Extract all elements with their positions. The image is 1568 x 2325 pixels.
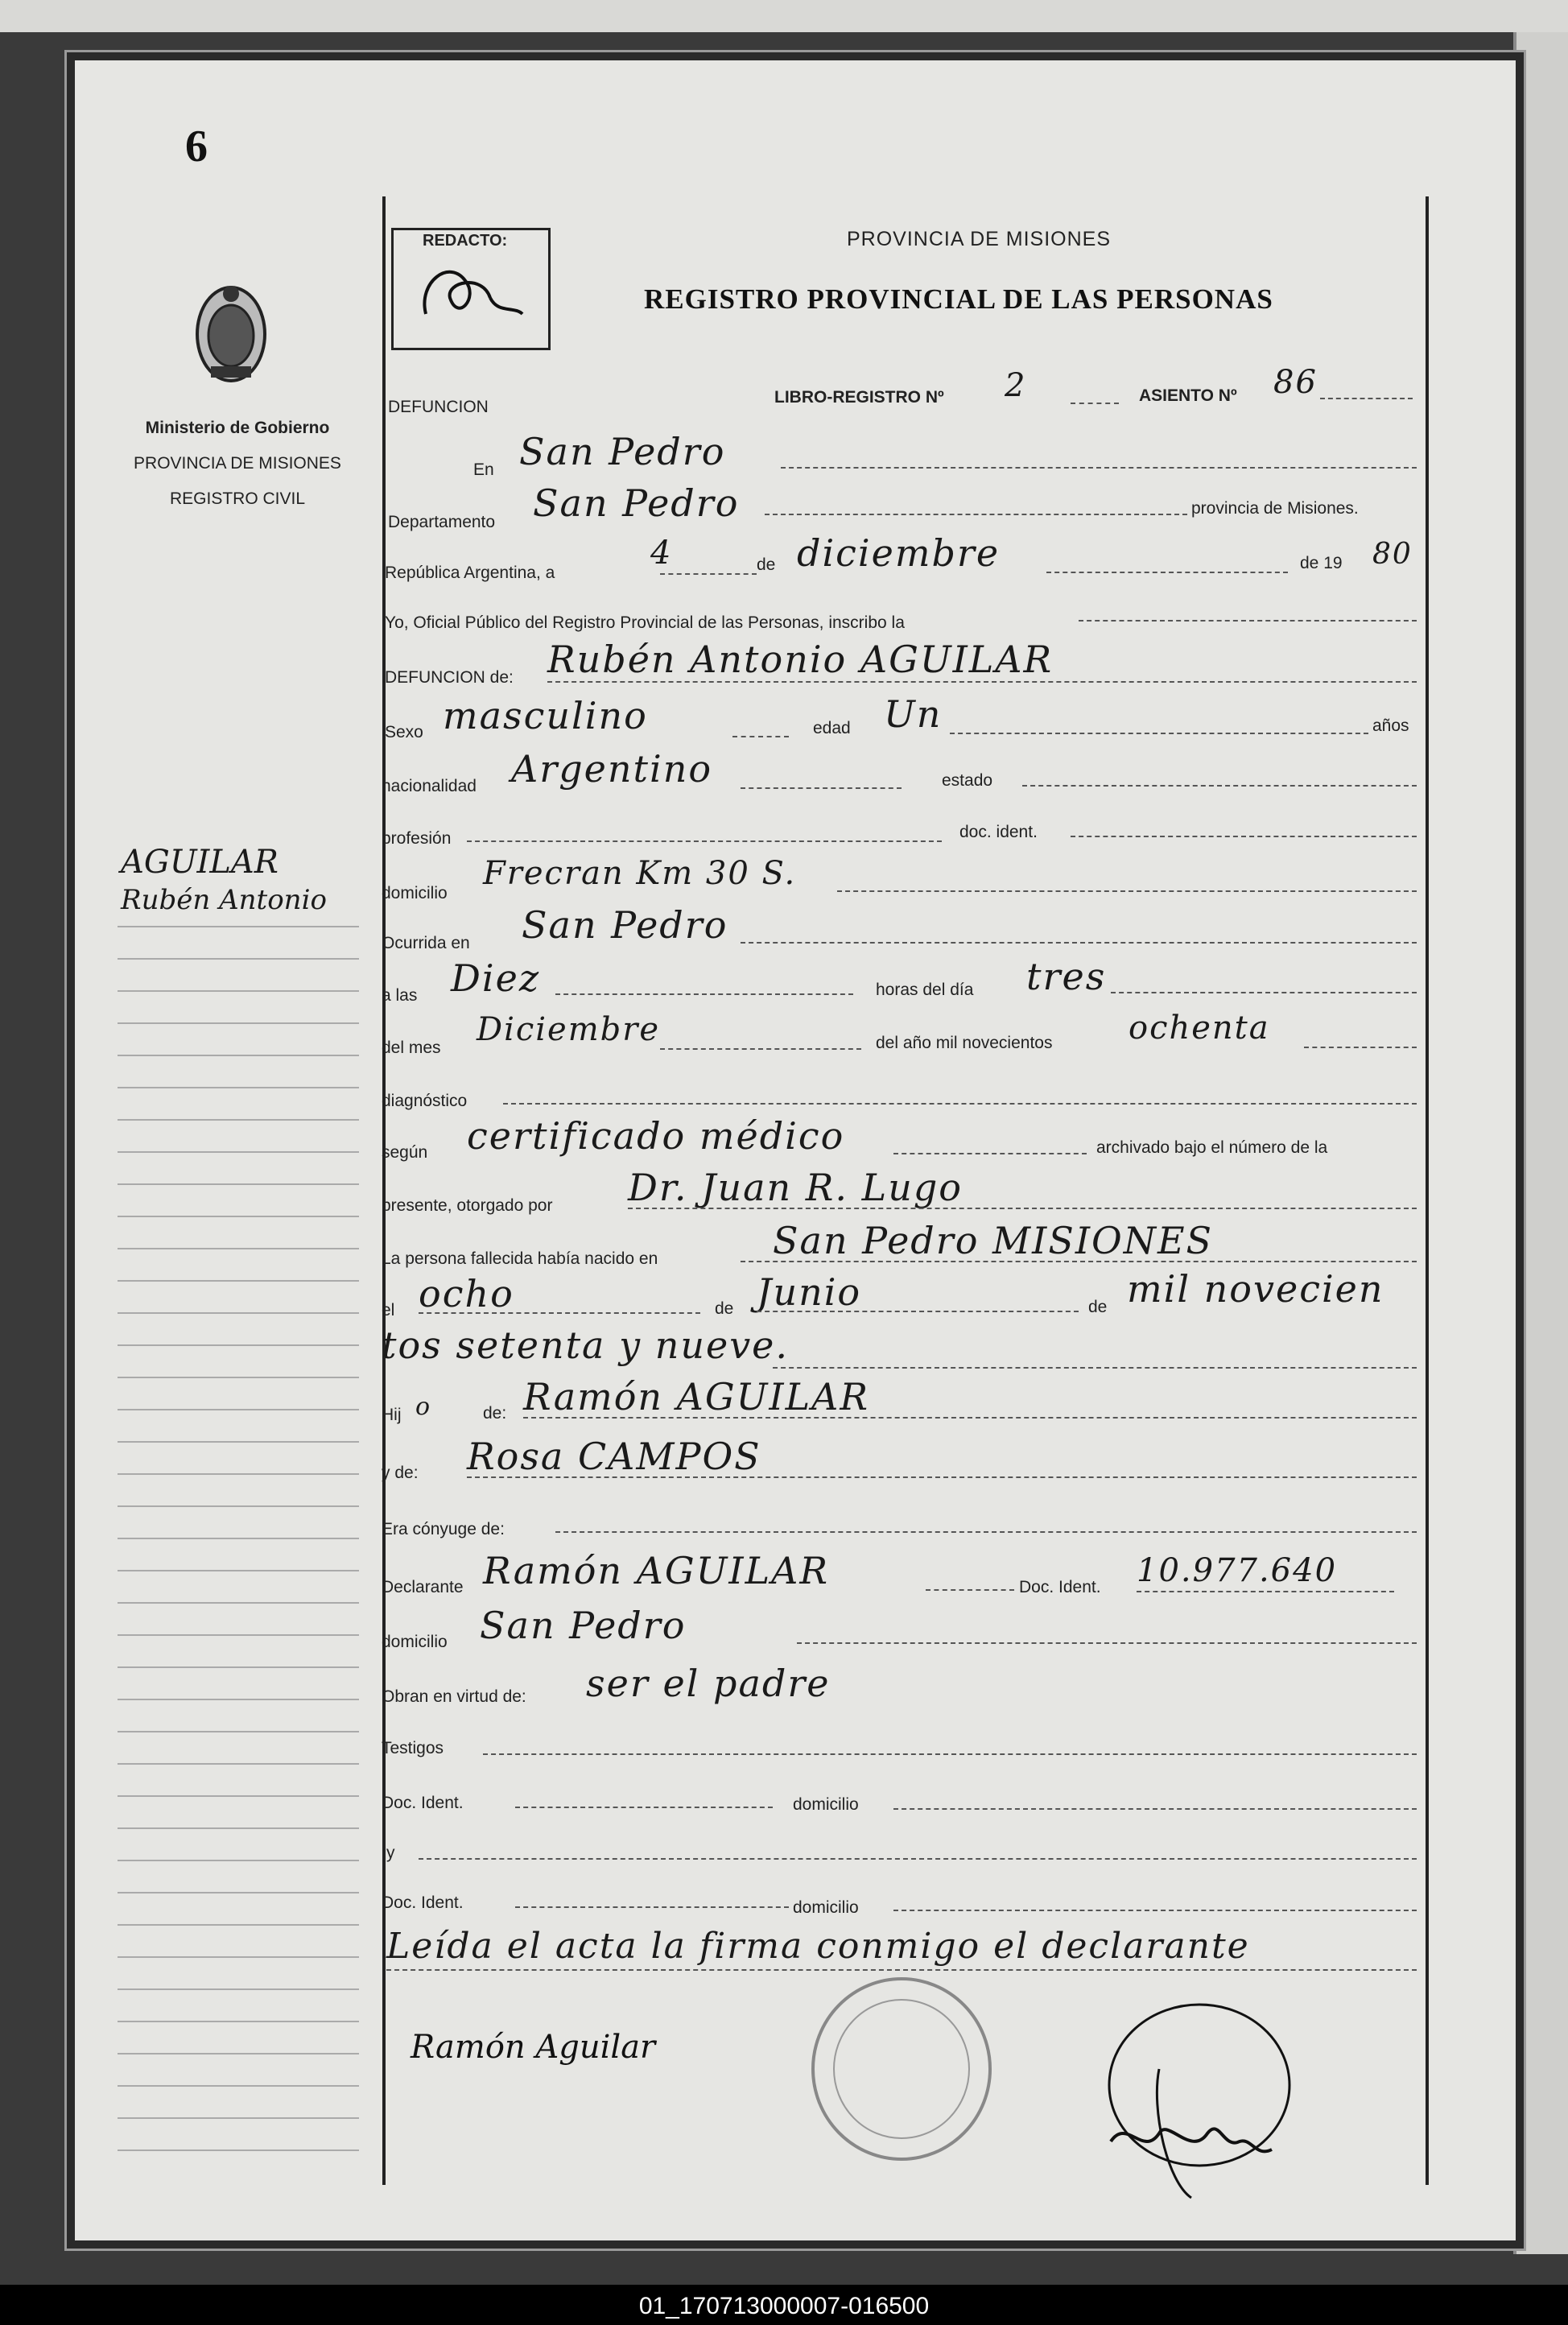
value-hora: Diez [451,956,541,1000]
value-otorgado: Dr. Juan R. Lugo [628,1166,963,1209]
header-title: REGISTRO PROVINCIAL DE LAS PERSONAS [644,283,1273,315]
value-ano-letras: ochenta [1129,1010,1270,1047]
margin-ruled-column [118,845,367,2182]
ministry-registry: REGISTRO CIVIL [169,489,306,508]
label-de-mes: de [757,555,776,574]
label-declarante-doc: Doc. Ident. [1019,1578,1101,1596]
value-ocurrida: San Pedro [522,903,728,947]
label-de-padre: de: [483,1404,507,1423]
margin-surname: AGUILAR [121,844,279,881]
declarant-signature: Ramón Aguilar [411,2029,656,2066]
value-edad: Un [884,692,943,736]
ministry-block [113,411,362,517]
label-yo: Yo, Oficial Público del Registro Provincial de las Personas, inscribo la [385,613,905,632]
value-padre: Ramón AGUILAR [523,1375,869,1419]
label-anos: años [1372,716,1409,735]
value-nac-ano2: tos setenta y nueve. [382,1324,790,1367]
label-ocurrida: Ocurrida en [382,934,470,952]
label-obran: Obran en virtud de: [382,1687,526,1706]
label-domicilio2: domicilio [382,1633,448,1651]
value-dia: 4 [650,535,673,572]
label-hij: Hij [382,1406,402,1424]
value-domicilio: Frecran Km 30 S. [483,855,797,892]
label-a-las: a las [382,986,418,1005]
image-caption: 01_170713000007-016500 [638,2293,930,2319]
label-horas: horas del día [876,981,974,999]
value-nac-dia: ocho [419,1272,514,1315]
redacto-label: REDACTO: [423,232,508,250]
label-del-mes: del mes [382,1039,441,1057]
value-declarante: Ramón AGUILAR [483,1549,829,1592]
label-doc-ident3: Doc. Ident. [382,1794,464,1812]
label-de3: de [1088,1298,1108,1316]
asiento-value: 86 [1273,364,1318,401]
value-ano: 80 [1372,538,1413,571]
value-hij-suffix: o [415,1393,432,1421]
value-nac-mes: Junio [757,1270,862,1314]
label-defuncion-de: DEFUNCION de: [385,668,514,687]
value-departamento: San Pedro [533,481,740,525]
label-segun: según [382,1143,428,1162]
label-republica: República Argentina, a [385,564,555,582]
label-sexo: Sexo [385,723,423,741]
redactor-initials-signature [402,250,538,346]
value-en: San Pedro [519,430,726,473]
value-segun: certificado médico [467,1114,845,1158]
label-estado: estado [942,771,993,790]
value-obran: ser el padre [586,1662,831,1705]
value-nombre: Rubén Antonio AGUILAR [547,638,1054,681]
value-nacido-en: San Pedro MISIONES [773,1219,1214,1262]
label-domicilio: domicilio [382,884,448,902]
value-nacionalidad: Argentino [511,747,713,791]
label-profesion: profesión [382,829,452,848]
ministry-province: PROVINCIA DE MISIONES [134,454,341,473]
value-nac-ano1: mil novecien [1127,1267,1384,1311]
label-doc-ident: doc. ident. [959,823,1038,841]
value-declarante-domicilio: San Pedro [480,1604,687,1647]
value-mes: diciembre [797,531,1001,575]
redacto-box [391,228,551,350]
label-y: y [386,1844,395,1862]
label-provincia: provincia de Misiones. [1191,499,1359,518]
coat-of-arms-icon [187,278,275,390]
label-del-ano: del año mil novecientos [876,1034,1053,1052]
top-strip [0,0,1568,32]
label-en: En [473,460,494,479]
label-el: el [382,1301,395,1319]
label-archivado: archivado bajo el número de la [1096,1138,1328,1157]
libro-value: 2 [1005,367,1027,404]
label-de2: de [715,1299,734,1318]
ministry-name: Ministerio de Gobierno [145,419,330,437]
label-de-19: de 19 [1300,554,1343,572]
label-departamento: Departamento [388,513,496,531]
label-edad: edad [813,719,851,737]
value-mes-letras: Diciembre [477,1011,661,1048]
label-diagnostico: diagnóstico [382,1092,468,1110]
label-y-de: y de: [382,1464,419,1482]
page-number: 6 [185,122,208,171]
value-sexo: masculino [443,694,648,737]
label-presente: presente, otorgado por [382,1196,553,1215]
record-type-label: DEFUNCION [388,398,489,416]
label-doc-ident4: Doc. Ident. [382,1893,464,1912]
official-stamp [805,1972,998,2166]
margin-given-names: Rubén Antonio [121,884,327,916]
label-declarante: Declarante [382,1578,464,1596]
value-dia-letras: tres [1026,955,1107,998]
label-conyuge: Era cónyuge de: [382,1520,505,1538]
label-domicilio4: domicilio [793,1898,859,1917]
asiento-label: ASIENTO Nº [1139,386,1237,405]
official-signature [1079,1997,1320,2206]
header-province: PROVINCIA DE MISIONES [847,228,1112,250]
label-domicilio3: domicilio [793,1795,859,1814]
label-nacido: La persona fallecida había nacido en [382,1249,658,1268]
label-nacionalidad: nacionalidad [382,777,477,795]
value-cierre: Leída el acta la firma conmigo el declarante [386,1926,1250,1967]
libro-label: LIBRO-REGISTRO Nº [774,388,944,407]
value-madre: Rosa CAMPOS [467,1435,761,1478]
value-declarante-doc: 10.977.640 [1137,1552,1338,1589]
label-testigos: Testigos [382,1739,444,1757]
